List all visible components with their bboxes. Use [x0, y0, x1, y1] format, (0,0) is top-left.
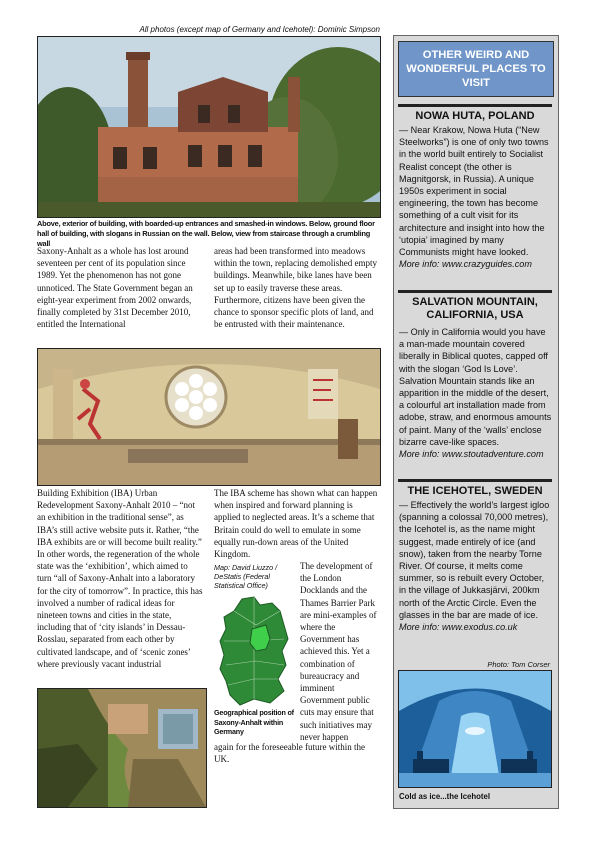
icehotel-caption: Cold as ice...the Icehotel — [399, 792, 490, 801]
photo-credit: All photos (except map of Germany and Icehotel): Dominic Simpson — [139, 25, 380, 34]
divider — [398, 479, 552, 482]
germany-map — [214, 595, 296, 707]
sidebar-heading: OTHER WEIRD AND WONDERFUL PLACES TO VISIT — [398, 41, 554, 97]
place-title-icehotel: THE ICEHOTEL, SWEDEN — [407, 485, 543, 497]
place-text-nowa-huta — [399, 124, 553, 270]
icehotel-photo — [398, 670, 552, 788]
map-caption: Geographical position of Saxony-Anhalt within Germany — [214, 708, 294, 736]
place-title-salvation-mountain: SALVATION MOUNTAIN, CALIFORNIA, USA — [412, 296, 538, 321]
divider — [398, 290, 552, 293]
photo-caption: Above, exterior of building, with boarded-up entrances and smashed-in windows. Below, ground floor hall of building, with slogans in Russian on the wall. Below, view from staircase through a crumbling wall — [37, 219, 375, 248]
article-col1-top: Saxony-Anhalt as a whole has lost around seventeen per cent of its population since 1989. Yet the phenomenon has not gone unnoticed. The State Government began an eight-year experiment from 2002 onwards, finally completed by 31st December 2010, entitled the International — [37, 246, 193, 330]
crumbling-wall-photo — [37, 688, 207, 808]
article-col2-middle: The IBA scheme has shown what can happen when inspired and forward planning is applied to neglected areas. It’s a scheme that Britain could do well to emulate in some equally run-down areas of the United Kingdom. — [214, 488, 378, 560]
article-col2-narrow: The development of the London Docklands and the Thames Barrier Park are mini-examples of where the Government has achieved this. Yet a combination of bureaucracy and imminent Government public cuts may ensure that such initiatives may never happen — [300, 561, 377, 742]
article-col2-end: again for the foreseeable future within the UK. — [214, 742, 365, 765]
building-exterior-photo — [37, 36, 381, 218]
map-credit: Map: David Liuzzo / DeStatis (Federal Statistical Office) — [214, 563, 278, 590]
article-col1-middle: Building Exhibition (IBA) Urban Redevelopment Saxony-Anhalt 2010 – “not an exhibition in the traditional sense”, as IBA’s still active website puts it. Rather, “the IBA exhibits are or will become built reality.” In other words, the regeneration of the whole state was the ‘exhibition’, which aimed to turn “all of Saxony-Anhalt into a laboratory for the city of tomorrow”. In practice, this has involved a number of radical ideas for nineteen towns and cities in the state, including that of ‘city islands’ in Dessau-Rosslau, separated from each other by cultivated landscape, and of ‘scenic zones’ where previously vacant industrial — [37, 488, 203, 669]
place-description: — Near Krakow, Nowa Huta (“New Steelworks”) is one of only two towns in the world built entirely to Socialist Realist concept (the other is Magnitgorsk, in Russia). A unique 1950s experiment in social engineering, the town has become something of a cult visit for its architecture and insight into how the ‘utopia’ imagined by many Communists might have looked. — [399, 125, 549, 258]
hall-interior-photo — [37, 348, 381, 486]
place-description: — Only in California would you have a man-made mountain covered liberally in Biblical quotes, capped off with the slogan ‘God Is Love’. Salvation Mountain stands like an apparition in the middle of the desert, a colourful art installation made from adobe, straw, and enormous amounts of paint. Many of the ‘walls’ enclose bizarre cave-like spaces. — [399, 327, 552, 447]
divider — [398, 104, 552, 107]
more-info-link[interactable]: More info: www.stoutadventure.com — [399, 449, 544, 460]
more-info-link[interactable]: More info: www.crazyguides.com — [399, 259, 532, 270]
more-info-link[interactable]: More info: www.exodus.co.uk — [399, 622, 518, 633]
place-text-icehotel — [399, 499, 553, 633]
place-text-salvation-mountain — [399, 326, 553, 460]
article-col2-top: areas had been transformed into meadows within the town, replacing demolished empty buildings. Meanwhile, bike lanes have been set up to easily traverse these areas. Furthermore, citizens have been given the chance to sponsor specific plots of land, and be entrusted with their maintenance. — [214, 246, 377, 330]
icehotel-photo-credit: Photo: Tom Corser — [487, 660, 550, 669]
place-description: — Effectively the world’s largest igloo (spanning a colossal 70,000 metres), the Icehotel is, as the name might suggest, made entirely of ice (and snow), taken from the nearby Torne River. Of course, it melts come summer, so is rebuilt every October, in the village of Jukkasjärvi, 200km north of the Arctic Circle. Even the glasses in the bar are made of ice. — [399, 500, 550, 620]
place-title-nowa-huta: NOWA HUTA, POLAND — [415, 110, 535, 122]
